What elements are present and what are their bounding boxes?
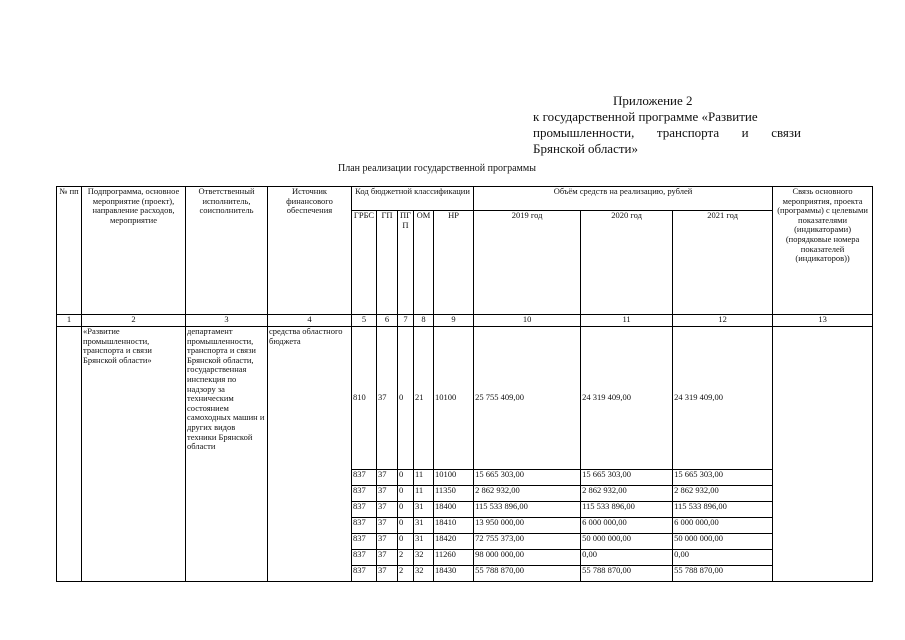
cell-pgp: 0 xyxy=(398,518,414,534)
cell-pgp: 2 xyxy=(398,566,414,582)
cell-grbs: 837 xyxy=(352,518,377,534)
cell-2021: 55 788 870,00 xyxy=(673,566,773,582)
column-number: 7 xyxy=(398,315,414,327)
cell-2021: 6 000 000,00 xyxy=(673,518,773,534)
header-link: Связь основного мероприятия, проекта (программы) с целевыми показателями (индикаторами) (порядковые номера показателей (индикаторов)) xyxy=(773,187,873,315)
cell-om: 31 xyxy=(414,518,434,534)
header-volume: Объём средств на реализацию, рублей xyxy=(474,187,773,211)
column-number: 2 xyxy=(82,315,186,327)
cell-gp: 37 xyxy=(377,502,398,518)
cell-pgp: 0 xyxy=(398,534,414,550)
cell-2020: 6 000 000,00 xyxy=(581,518,673,534)
appendix-line-4: Брянской области» xyxy=(533,141,638,156)
header-gp: ГП xyxy=(377,211,398,315)
cell-np: 18410 xyxy=(434,518,474,534)
cell-grbs: 837 xyxy=(352,534,377,550)
appendix-word: транспорта xyxy=(656,125,720,140)
header-row xyxy=(57,187,873,211)
column-number: 1 xyxy=(57,315,82,327)
cell-2021: 0,00 xyxy=(673,550,773,566)
cell-gp: 37 xyxy=(377,470,398,486)
header-2019: 2019 год xyxy=(474,211,581,315)
appendix-header xyxy=(533,93,801,157)
column-number: 12 xyxy=(673,315,773,327)
cell-gp: 37 xyxy=(377,518,398,534)
cell-om: 32 xyxy=(414,566,434,582)
appendix-line-3 xyxy=(533,125,801,141)
header-executor: Ответственный исполнитель, соисполнитель xyxy=(186,187,268,315)
cell-2021: 115 533 896,00 xyxy=(673,502,773,518)
cell-grbs: 837 xyxy=(352,550,377,566)
header-pgp: ПГ П xyxy=(398,211,414,315)
cell-2020: 0,00 xyxy=(581,550,673,566)
cell-link xyxy=(773,327,873,582)
cell-2019: 115 533 896,00 xyxy=(474,502,581,518)
program-source: средства областного бюджета xyxy=(268,327,352,582)
cell-np: 10100 xyxy=(434,470,474,486)
cell-gp: 37 xyxy=(377,534,398,550)
cell-np: 11260 xyxy=(434,550,474,566)
appendix-word: и xyxy=(741,125,749,140)
cell-gp: 37 xyxy=(377,550,398,566)
cell-grbs: 837 xyxy=(352,486,377,502)
header-budget-code: Код бюджетной классификации xyxy=(352,187,474,211)
appendix-word: связи xyxy=(771,125,801,140)
cell-gp: 37 xyxy=(377,486,398,502)
header-number: № пп xyxy=(57,187,82,315)
appendix-word: промышленности, xyxy=(533,125,635,140)
cell-2020: 50 000 000,00 xyxy=(581,534,673,550)
cell-gp: 37 xyxy=(377,566,398,582)
cell-pgp: 0 xyxy=(398,486,414,502)
appendix-number: Приложение 2 xyxy=(613,93,693,108)
column-number: 8 xyxy=(414,315,434,327)
header-2021: 2021 год xyxy=(673,211,773,315)
column-number: 5 xyxy=(352,315,377,327)
header-subprogram: Подпрограмма, основное мероприятие (проект), направление расходов, мероприятие xyxy=(82,187,186,315)
column-number: 13 xyxy=(773,315,873,327)
cell-2019: 72 755 373,00 xyxy=(474,534,581,550)
column-number: 10 xyxy=(474,315,581,327)
cell-2021: 15 665 303,00 xyxy=(673,470,773,486)
column-number: 4 xyxy=(268,315,352,327)
column-number-row xyxy=(57,315,873,327)
cell-2020: 15 665 303,00 xyxy=(581,470,673,486)
plan-table xyxy=(56,186,873,582)
cell-gp: 37 xyxy=(377,327,398,470)
cell-om: 31 xyxy=(414,502,434,518)
cell-om: 31 xyxy=(414,534,434,550)
header-om: ОМ xyxy=(414,211,434,315)
program-name: «Развитие промышленности, транспорта и связи Брянской области» xyxy=(82,327,186,582)
column-number: 6 xyxy=(377,315,398,327)
appendix-line-2: к государственной программе «Развитие xyxy=(533,109,758,124)
cell-2019: 2 862 932,00 xyxy=(474,486,581,502)
cell-om: 21 xyxy=(414,327,434,470)
header-source: Источник финансового обеспечения xyxy=(268,187,352,315)
cell-2021: 24 319 409,00 xyxy=(673,327,773,470)
cell-2019: 55 788 870,00 xyxy=(474,566,581,582)
cell-np: 10100 xyxy=(434,327,474,470)
cell-np: 18430 xyxy=(434,566,474,582)
cell-pgp: 2 xyxy=(398,550,414,566)
plan-title: План реализации государственной программы xyxy=(338,163,536,174)
cell-om: 11 xyxy=(414,486,434,502)
cell-2019: 98 000 000,00 xyxy=(474,550,581,566)
table-row xyxy=(57,327,873,470)
cell-grbs: 837 xyxy=(352,566,377,582)
cell-2019: 25 755 409,00 xyxy=(474,327,581,470)
cell-2020: 2 862 932,00 xyxy=(581,486,673,502)
cell-2020: 115 533 896,00 xyxy=(581,502,673,518)
cell-2019: 13 950 000,00 xyxy=(474,518,581,534)
header-grbs: ГРБС xyxy=(352,211,377,315)
column-number: 11 xyxy=(581,315,673,327)
cell-2021: 50 000 000,00 xyxy=(673,534,773,550)
header-2020: 2020 год xyxy=(581,211,673,315)
cell-2020: 24 319 409,00 xyxy=(581,327,673,470)
cell-grbs: 837 xyxy=(352,502,377,518)
column-number: 9 xyxy=(434,315,474,327)
row-number-cell xyxy=(57,327,82,582)
program-executor: департамент промышленности, транспорта и связи Брянской области, государственная инспекция по надзору за техническим состоянием самоходных машин и других видов техники Брянской области xyxy=(186,327,268,582)
column-number: 3 xyxy=(186,315,268,327)
header-np: НР xyxy=(434,211,474,315)
cell-grbs: 837 xyxy=(352,470,377,486)
cell-pgp: 0 xyxy=(398,470,414,486)
cell-2020: 55 788 870,00 xyxy=(581,566,673,582)
cell-pgp: 0 xyxy=(398,327,414,470)
cell-np: 11350 xyxy=(434,486,474,502)
cell-np: 18400 xyxy=(434,502,474,518)
cell-grbs: 810 xyxy=(352,327,377,470)
cell-om: 32 xyxy=(414,550,434,566)
cell-np: 18420 xyxy=(434,534,474,550)
cell-pgp: 0 xyxy=(398,502,414,518)
cell-2019: 15 665 303,00 xyxy=(474,470,581,486)
cell-2021: 2 862 932,00 xyxy=(673,486,773,502)
cell-om: 11 xyxy=(414,470,434,486)
